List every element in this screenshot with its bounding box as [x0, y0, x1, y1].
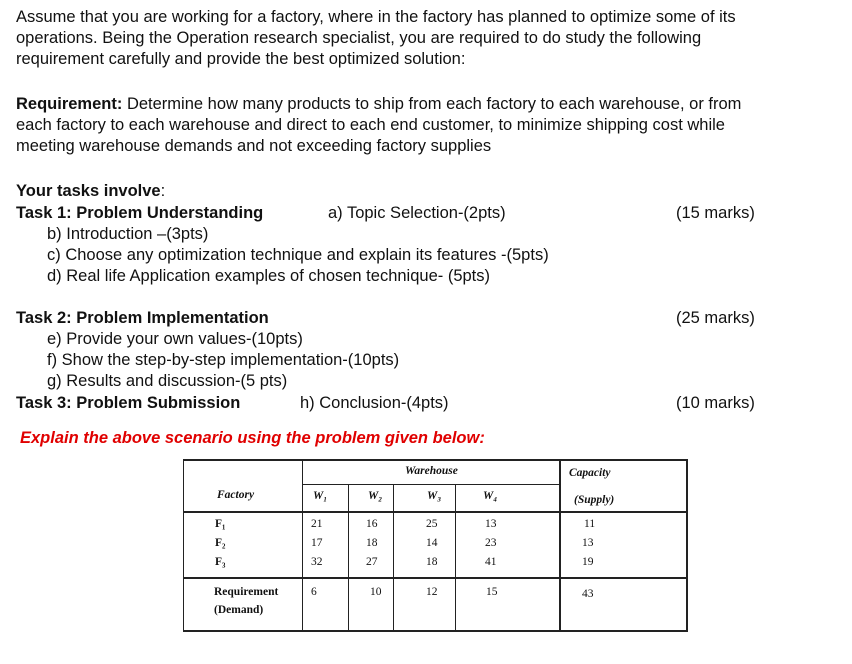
cost-cell: 32	[311, 556, 323, 568]
requirement-label: Requirement	[214, 586, 279, 598]
task1-item-b: b) Introduction –(3pts)	[47, 225, 209, 243]
tasks-header-colon: :	[160, 182, 166, 200]
task2-title: Task 2: Problem Implementation	[16, 309, 269, 327]
cost-cell: 13	[485, 518, 497, 530]
warehouse-2-header: W₂	[368, 490, 383, 502]
supply-2: 13	[582, 537, 594, 549]
warehouse-4-header: W₄	[483, 490, 498, 502]
task2-item-e: e) Provide your own values-(10pts)	[47, 330, 303, 348]
factory-3-label: F₃	[215, 556, 226, 568]
cost-cell: 21	[311, 518, 323, 530]
tasks-header-text: Your tasks involve	[16, 182, 161, 200]
demand-4: 15	[486, 586, 498, 598]
demand-2: 10	[370, 586, 382, 598]
tasks-header	[16, 181, 165, 201]
cost-cell: 18	[366, 537, 378, 549]
task1-item-d: d) Real life Application examples of chosen technique- (5pts)	[47, 267, 490, 285]
task2-marks: (25 marks)	[676, 309, 755, 327]
requirement-label: Requirement:	[16, 95, 123, 113]
task1-item-a: a) Topic Selection-(2pts)	[328, 204, 506, 222]
warehouse-3-header: W₃	[427, 490, 442, 502]
supply-header: (Supply)	[574, 494, 615, 506]
warehouse-header: Warehouse	[405, 465, 458, 477]
supply-1: 11	[584, 518, 596, 530]
supply-3: 19	[582, 556, 594, 568]
explain-heading: Explain the above scenario using the problem given below:	[20, 429, 485, 447]
factory-header: Factory	[217, 489, 255, 501]
cost-cell: 14	[426, 537, 438, 549]
cost-cell: 25	[426, 518, 438, 530]
intro-line-2: operations. Being the Operation research specialist, you are required to do study the following	[16, 29, 702, 47]
factory-1-label: F₁	[215, 518, 226, 530]
factory-2-label: F₂	[215, 537, 226, 549]
demand-label: (Demand)	[214, 604, 264, 616]
task3-item-h: h) Conclusion-(4pts)	[300, 394, 449, 412]
requirement-line-2: each factory to each warehouse and direct to each end customer, to minimize shipping cost while	[16, 116, 725, 134]
intro-line-3: requirement carefully and provide the best optimized solution:	[16, 50, 466, 68]
total-supply: 43	[582, 588, 594, 600]
cost-cell: 18	[426, 556, 438, 568]
requirement-line-1	[16, 94, 741, 114]
cost-cell: 17	[311, 537, 323, 549]
task2-item-f: f) Show the step-by-step implementation-(10pts)	[47, 351, 400, 369]
cost-cell: 23	[485, 537, 497, 549]
demand-3: 12	[426, 586, 438, 598]
requirement-text-1: Determine how many products to ship from each factory to each warehouse, or from	[122, 95, 742, 113]
cost-cell: 41	[485, 556, 497, 568]
task1-marks: (15 marks)	[676, 204, 755, 222]
capacity-header: Capacity	[569, 467, 611, 479]
requirement-line-3: meeting warehouse demands and not exceeding factory supplies	[16, 137, 492, 155]
warehouse-1-header: W₁	[313, 490, 328, 502]
cost-cell: 16	[366, 518, 378, 530]
demand-1: 6	[311, 586, 317, 598]
cost-cell: 27	[366, 556, 378, 568]
task3-title: Task 3: Problem Submission	[16, 394, 241, 412]
task2-item-g: g) Results and discussion-(5 pts)	[47, 372, 288, 390]
intro-line-1: Assume that you are working for a factory, where in the factory has planned to optimize some of its	[16, 8, 736, 26]
transportation-table	[183, 459, 688, 632]
task3-marks: (10 marks)	[676, 394, 755, 412]
task1-title: Task 1: Problem Understanding	[16, 204, 264, 222]
task1-item-c: c) Choose any optimization technique and explain its features -(5pts)	[47, 246, 549, 264]
